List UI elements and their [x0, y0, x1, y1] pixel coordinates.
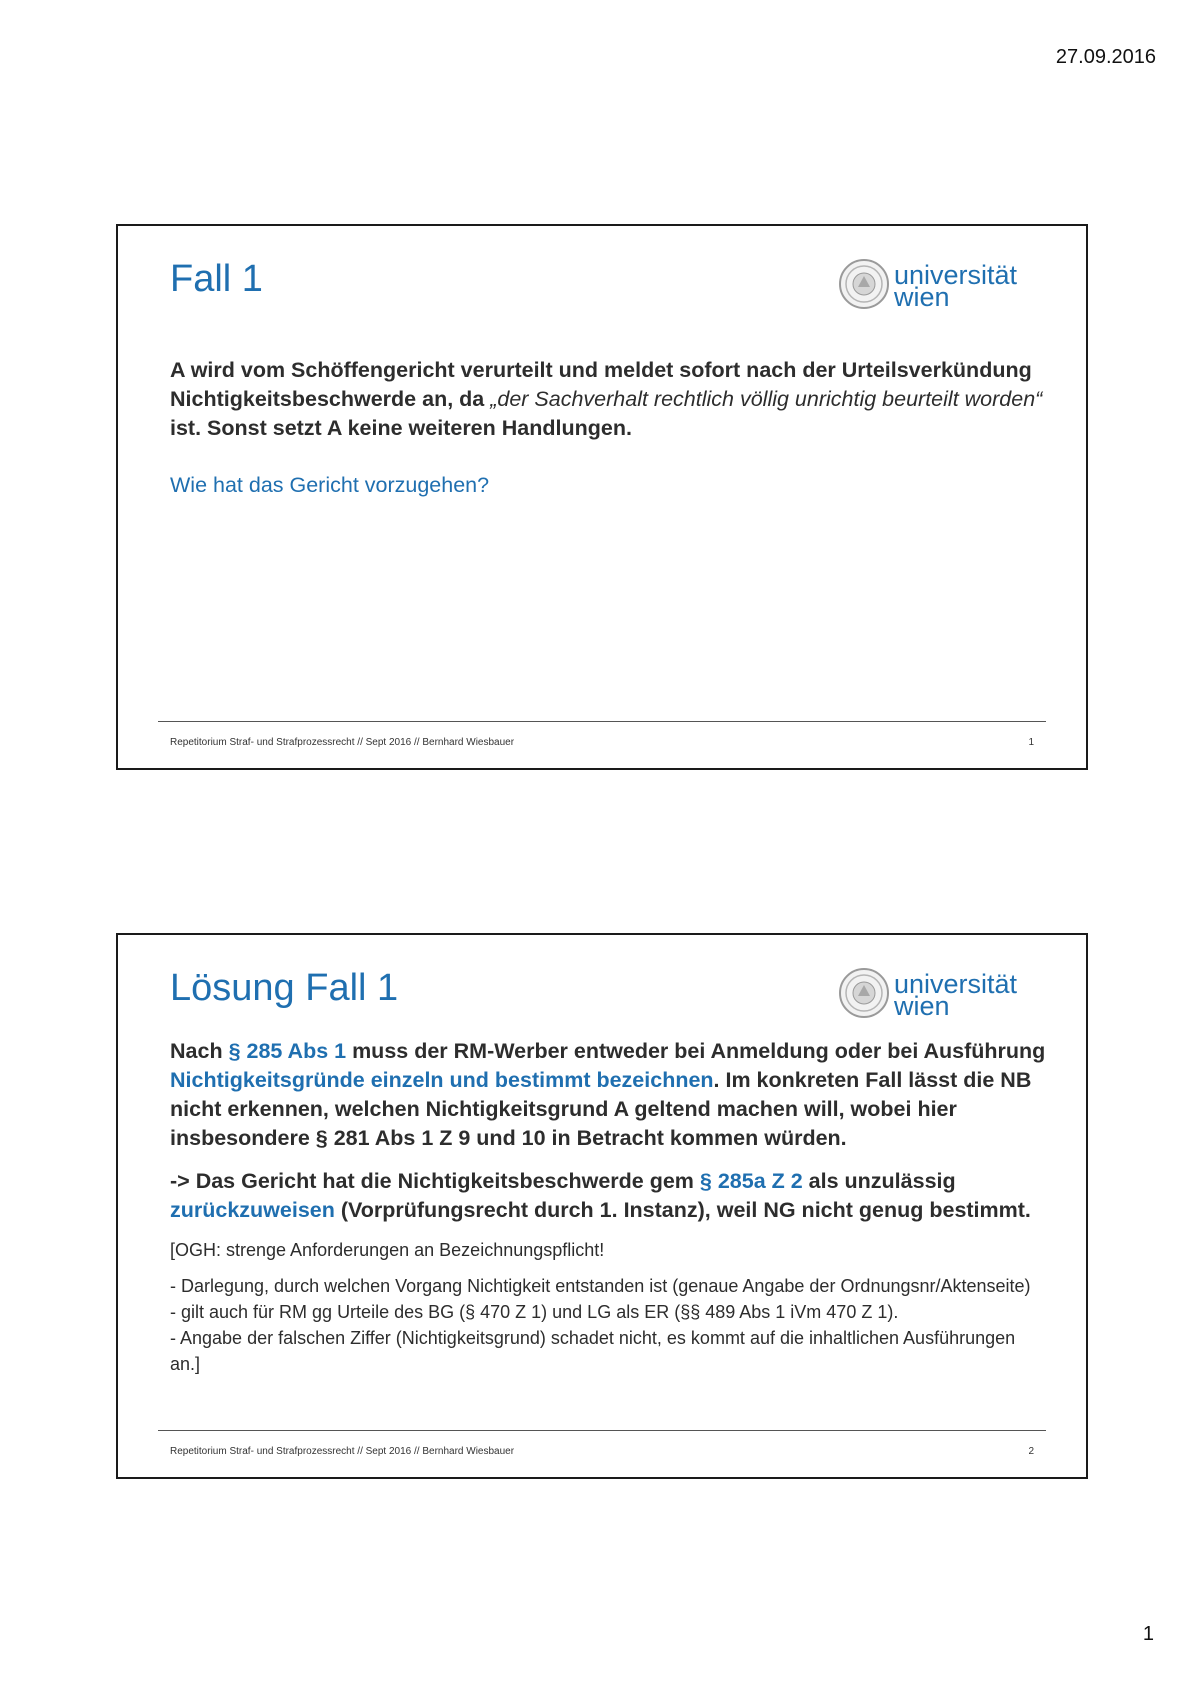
case-quote: „der Sachverhalt rechtlich völlig unrichtig beurteilt worden“ [490, 387, 1043, 411]
seal-icon [840, 969, 888, 1017]
slide-number: 1 [1028, 737, 1034, 748]
solution-text-part: Nach [170, 1039, 229, 1063]
slide-title: Fall 1 [170, 258, 263, 300]
slide-body [170, 1037, 1050, 1377]
ogh-list [170, 1273, 1050, 1377]
logo-line1: universität [894, 969, 1018, 999]
conclusion-paragraph [170, 1167, 1050, 1225]
list-item: - Angabe der falschen Ziffer (Nichtigkeitsgrund) schadet nicht, es kommt auf die inhaltlichen Ausführungen an.] [170, 1328, 1016, 1374]
case-text-part: ist. Sonst setzt A keine weiteren Handlungen. [170, 416, 632, 440]
solution-paragraph [170, 1037, 1050, 1153]
logo-line2: wien [894, 991, 950, 1021]
conclusion-text-part: -> Das Gericht hat die Nichtigkeitsbeschwerde gem [170, 1169, 700, 1193]
slide-2 [116, 933, 1088, 1479]
list-item: - gilt auch für RM gg Urteile des BG (§ 470 Z 1) und LG als ER (§§ 489 Abs 1 iVm 470 Z 1). [170, 1302, 899, 1322]
solution-text-part: . Im konkreten Fall lässt die NB nicht erkennen, welchen Nichtigkeitsgrund A geltend machen will, wobei hier insbesondere § 281 Abs 1 Z 9 und 10 in Betracht kommen würden. [170, 1068, 1032, 1150]
conclusion-text-part: als unzulässig [802, 1169, 956, 1193]
slide-footer: Repetitorium Straf- und Strafprozessrecht // Sept 2016 // Bernhard Wiesbauer [170, 737, 515, 748]
list-item: - Darlegung, durch welchen Vorgang Nichtigkeit entstanden ist (genaue Angabe der Ordnungsnr/Aktenseite) [170, 1276, 1031, 1296]
solution-highlight: Nichtigkeitsgründe einzeln und bestimmt bezeichnen [170, 1068, 714, 1092]
page-date: 27.09.2016 [1055, 46, 1156, 68]
ogh-note: [OGH: strenge Anforderungen an Bezeichnungspflicht! [170, 1240, 605, 1260]
solution-text-part: muss der RM-Werber entweder bei Anmeldung oder bei Ausführung [346, 1039, 1046, 1063]
conclusion-highlight: zurückzuweisen [170, 1198, 335, 1222]
slide-footer: Repetitorium Straf- und Strafprozessrecht // Sept 2016 // Bernhard Wiesbauer [170, 1446, 515, 1457]
footer-divider [158, 1430, 1046, 1431]
slide-number: 2 [1028, 1446, 1034, 1457]
conclusion-highlight: § 285a Z 2 [699, 1169, 803, 1193]
slide-title: Lösung Fall 1 [170, 967, 399, 1009]
seal-icon [840, 260, 888, 308]
page-number: 1 [1142, 1623, 1154, 1645]
logo-line2: wien [894, 282, 950, 312]
case-text-part: A wird vom Schöffengericht verurteilt und meldet sofort nach der Urteilsverkündung Nichtigkeitsbeschwerde an, da [170, 358, 1032, 411]
university-logo [838, 256, 1034, 312]
university-logo [838, 965, 1034, 1021]
slide-body [170, 356, 1050, 500]
solution-highlight: § 285 Abs 1 [228, 1039, 347, 1063]
conclusion-text-part: (Vorprüfungsrecht durch 1. Instanz), weil NG nicht genug bestimmt. [334, 1198, 1031, 1222]
footer-divider [158, 721, 1046, 722]
logo-line1: universität [894, 260, 1018, 290]
case-text [170, 356, 1050, 443]
slide-1 [116, 224, 1088, 770]
case-question: Wie hat das Gericht vorzugehen? [170, 473, 490, 497]
